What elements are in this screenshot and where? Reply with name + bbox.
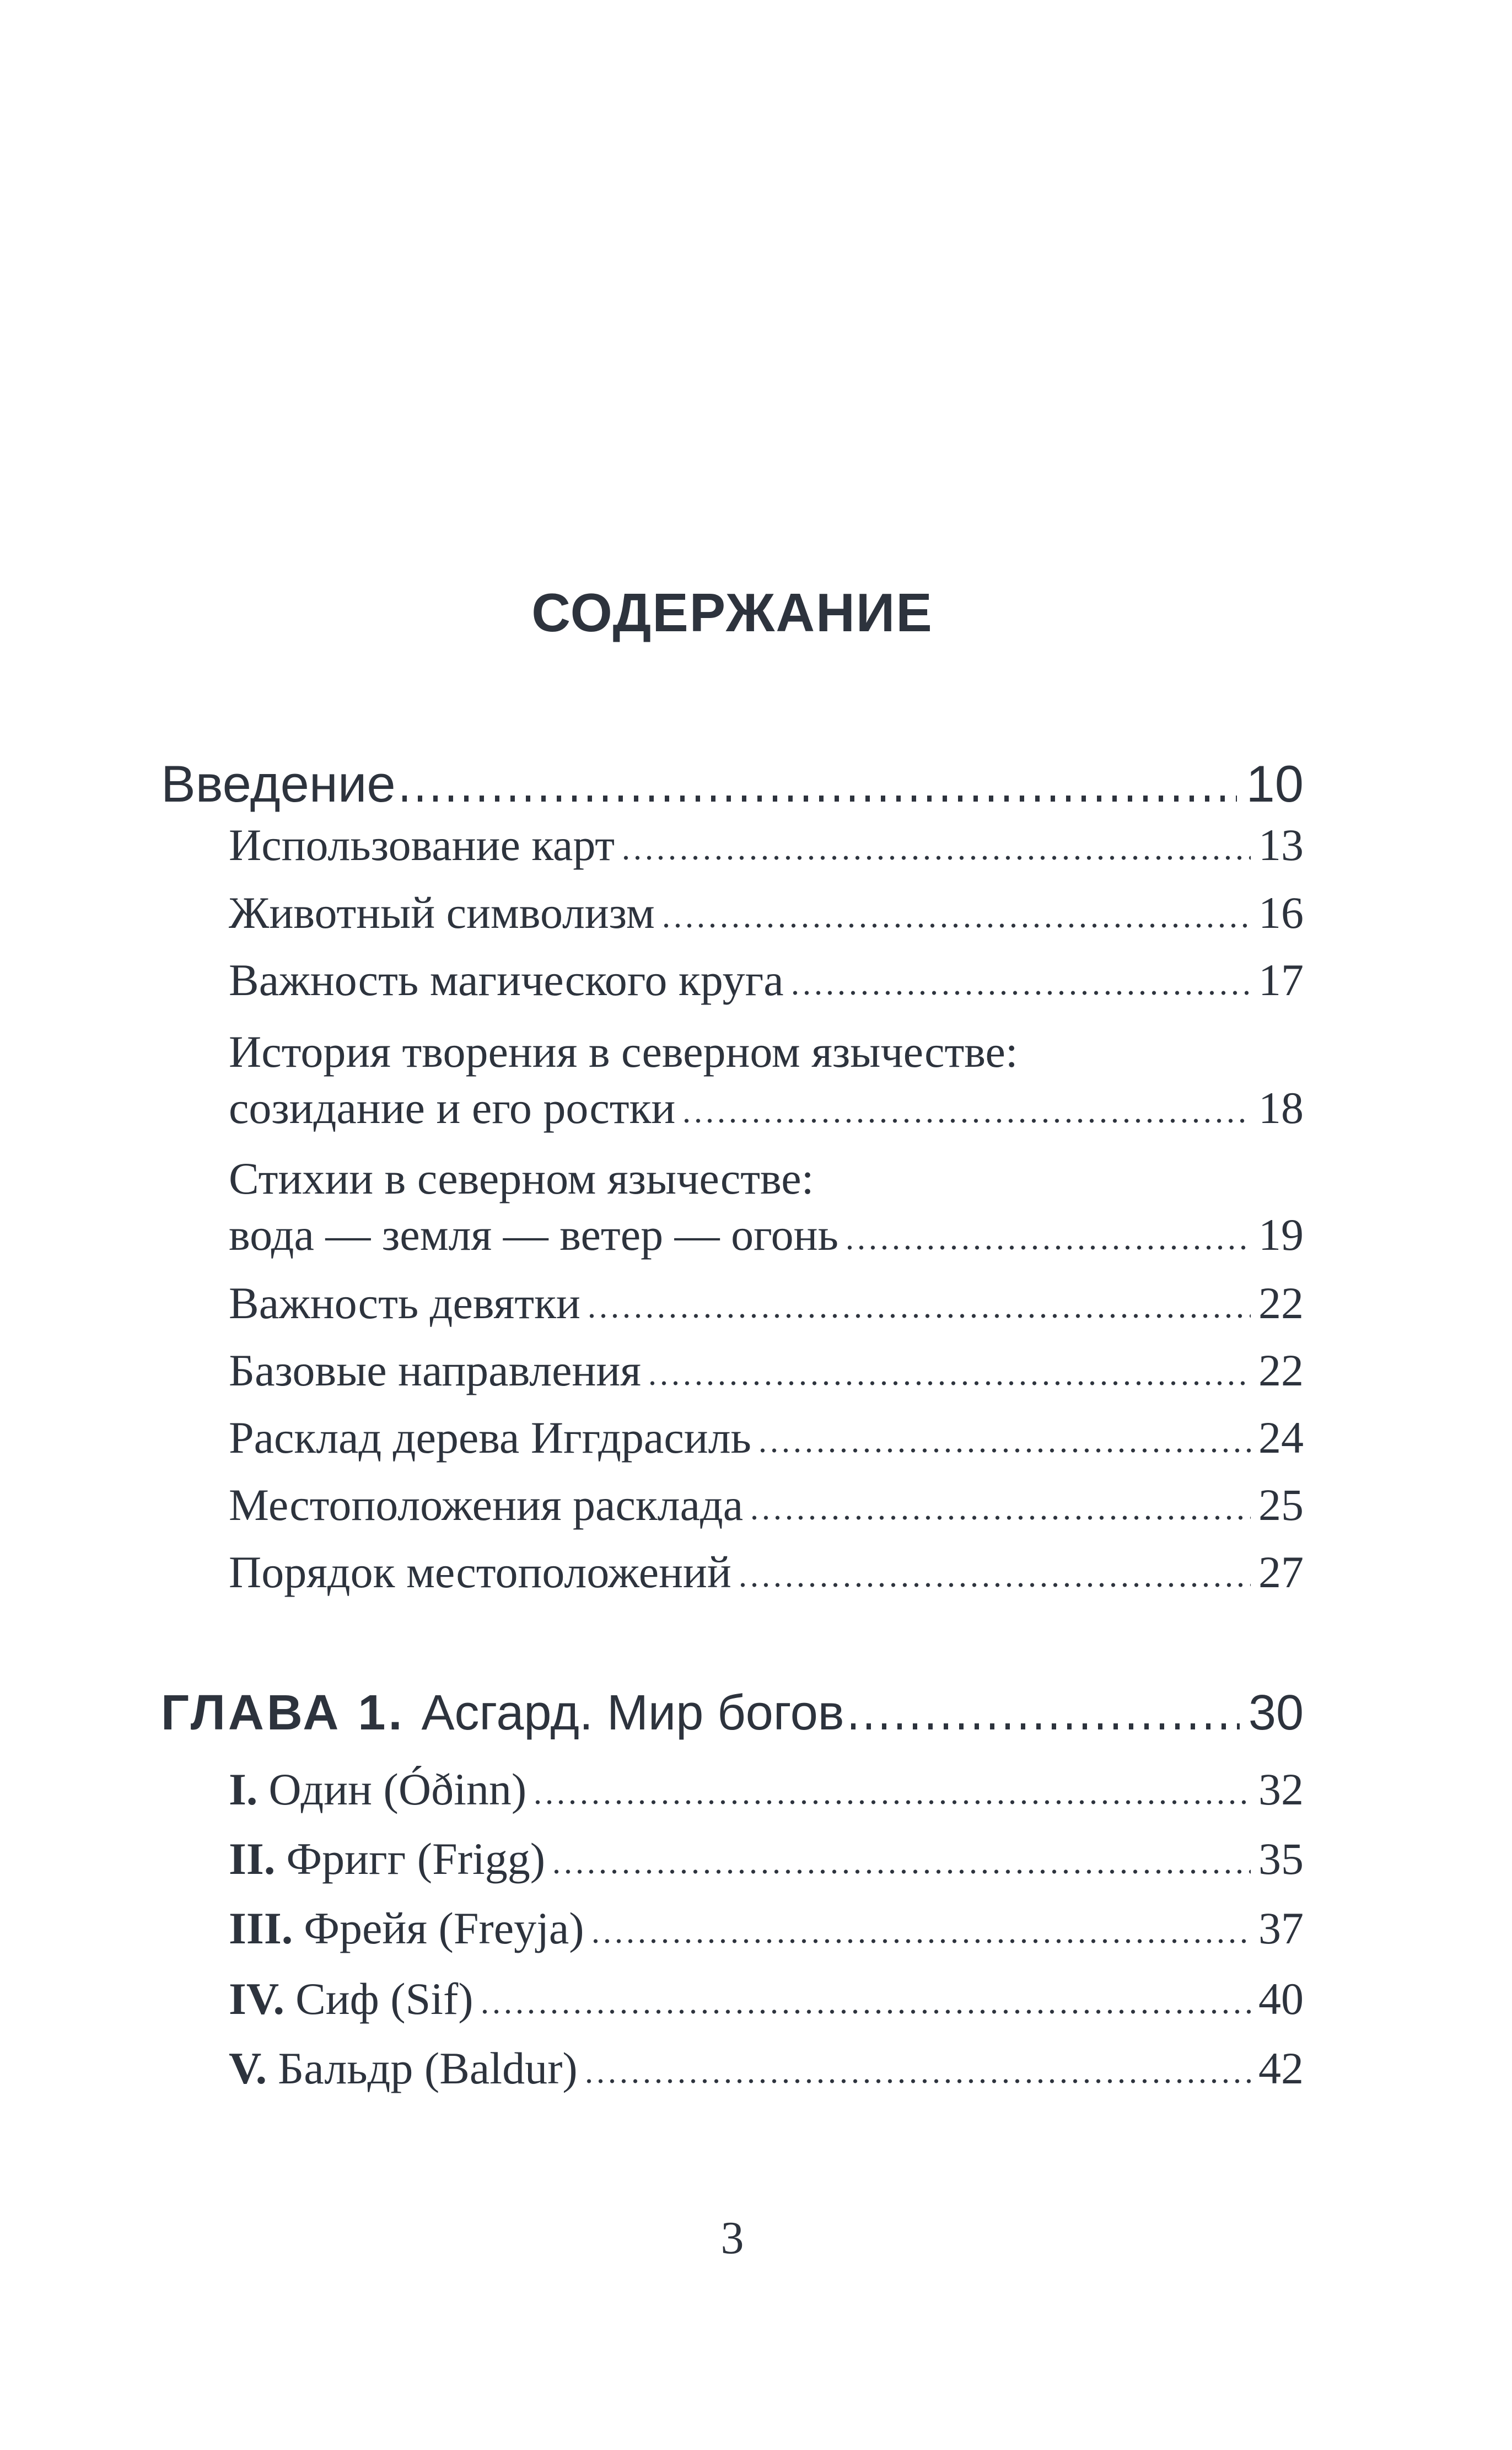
toc-entry-page: 37 bbox=[1258, 1903, 1304, 1953]
toc-entry bbox=[161, 1836, 1304, 1882]
toc-entry-page: 16 bbox=[1258, 888, 1304, 938]
toc-entry-label: вода — земля — ветер — огонь bbox=[229, 1210, 838, 1260]
toc-entry bbox=[161, 1083, 1304, 1133]
dot-leader bbox=[757, 1448, 1251, 1453]
table-of-contents bbox=[161, 0, 1304, 2450]
dot-leader bbox=[586, 1314, 1251, 1318]
dot-leader bbox=[681, 1119, 1251, 1123]
toc-entry-page: 25 bbox=[1258, 1480, 1304, 1530]
card-numeral: II. bbox=[229, 1834, 276, 1884]
card-numeral: III. bbox=[229, 1903, 293, 1953]
toc-entry-label: Один (Óðinn) bbox=[268, 1764, 527, 1814]
toc-entry bbox=[161, 1976, 1304, 2022]
toc-entry-label: созидание и его ростки bbox=[229, 1083, 676, 1133]
toc-entry-page: 22 bbox=[1258, 1345, 1304, 1395]
toc-entry-label: Порядок местоположений bbox=[229, 1547, 731, 1597]
toc-entry-page: 22 bbox=[1258, 1278, 1304, 1328]
toc-entry bbox=[161, 1903, 1304, 1953]
toc-entry bbox=[161, 890, 1304, 936]
toc-entry-chapter-1 bbox=[161, 1685, 1304, 1740]
chapter-number: ГЛАВА 1. bbox=[161, 1685, 405, 1740]
dot-leader bbox=[749, 1516, 1251, 1520]
toc-entry-label: Животный символизм bbox=[229, 888, 655, 938]
toc-entry-page: 10 bbox=[1246, 755, 1304, 813]
toc-entry-label: Введение bbox=[161, 755, 396, 813]
card-numeral: IV. bbox=[229, 1974, 285, 2024]
dot-leader bbox=[583, 2079, 1251, 2083]
toc-entry-page: 19 bbox=[1258, 1210, 1304, 1260]
toc-entry bbox=[161, 1764, 1304, 1814]
toc-entry-label: Расклад дерева Иггдрасиль bbox=[229, 1412, 751, 1463]
toc-entry-page: 40 bbox=[1258, 1974, 1304, 2024]
card-numeral: V. bbox=[229, 2043, 267, 2093]
toc-entry-label: Местоположения расклада bbox=[229, 1480, 744, 1530]
dot-leader bbox=[532, 1800, 1251, 1804]
dot-leader bbox=[590, 1939, 1251, 1943]
toc-entry-label: Использование карт bbox=[229, 820, 615, 870]
toc-entry-page: 32 bbox=[1258, 1764, 1304, 1814]
folio-page-number: 3 bbox=[720, 2212, 744, 2264]
toc-entry-page: 35 bbox=[1258, 1834, 1304, 1884]
toc-entry bbox=[161, 955, 1304, 1005]
toc-entry-first-line: История творения в северном язычестве: bbox=[229, 1027, 1018, 1077]
toc-entry bbox=[161, 1278, 1304, 1328]
toc-entry-label: Важность магического круга bbox=[229, 955, 784, 1005]
dot-leader bbox=[737, 1583, 1251, 1587]
toc-entry bbox=[161, 820, 1304, 870]
toc-entry bbox=[161, 1412, 1304, 1463]
dot-leader bbox=[620, 856, 1251, 860]
toc-entry-page: 27 bbox=[1258, 1547, 1304, 1597]
dot-leader bbox=[551, 1869, 1251, 1874]
dot-leader bbox=[402, 796, 1237, 802]
dot-leader bbox=[844, 1245, 1251, 1250]
page-title: СОДЕРЖАНИЕ bbox=[531, 582, 933, 643]
toc-entry-first-line: Стихии в северном язычестве: bbox=[229, 1153, 814, 1203]
toc-entry-label: Сиф (Sif) bbox=[295, 1974, 473, 2024]
toc-entry-page: 17 bbox=[1258, 955, 1304, 1005]
dot-leader bbox=[660, 923, 1251, 928]
toc-entry-label: Важность девятки bbox=[229, 1278, 580, 1328]
toc-entry-label: Бальдр (Baldur) bbox=[278, 2043, 578, 2093]
toc-entry-label: Фрейя (Freyja) bbox=[304, 1903, 584, 1953]
dot-leader bbox=[851, 1723, 1240, 1729]
toc-entry-page: 13 bbox=[1258, 820, 1304, 870]
card-numeral: I. bbox=[229, 1764, 258, 1814]
dot-leader bbox=[479, 2010, 1251, 2014]
toc-entry bbox=[161, 1547, 1304, 1597]
toc-entry bbox=[161, 1212, 1304, 1258]
chapter-title: Асгард. Мир богов bbox=[421, 1685, 844, 1740]
toc-entry-page: 30 bbox=[1248, 1685, 1304, 1740]
toc-entry-page: 42 bbox=[1258, 2043, 1304, 2093]
toc-entry bbox=[161, 1482, 1304, 1528]
dot-leader bbox=[789, 991, 1251, 995]
dot-leader bbox=[647, 1381, 1251, 1385]
toc-entry-label: Базовые направления bbox=[229, 1345, 642, 1395]
toc-entry-introduction bbox=[161, 755, 1304, 813]
toc-entry bbox=[161, 1345, 1304, 1395]
toc-entry bbox=[161, 2043, 1304, 2093]
toc-entry-page: 18 bbox=[1258, 1083, 1304, 1133]
toc-entry-label: Фригг (Frigg) bbox=[286, 1834, 546, 1884]
toc-entry-page: 24 bbox=[1258, 1412, 1304, 1463]
